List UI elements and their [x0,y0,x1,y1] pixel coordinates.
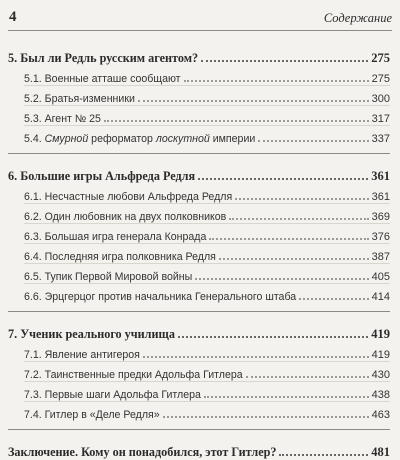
entry-title: 6.6. Эрцгерцог против начальника Генерального штаба [24,291,297,303]
entry-page: 419 [371,349,390,361]
entry-title: 6.3. Большая игра генерала Конрада [24,231,207,243]
section-divider [8,153,390,154]
entry-page: 463 [371,409,390,421]
dot-leader [209,238,368,240]
dot-leader [163,416,369,418]
entry-title: 7.2. Таинственные предки Адольфа Гитлера [24,369,243,381]
conclusion-title: Заключение. Кому он понадобился, этот Гитлер? [8,445,277,459]
toc-chapter-heading[interactable] [8,322,390,342]
chapter-page: 275 [371,51,390,65]
toc-entry[interactable] [24,382,390,402]
toc-subsections [8,66,390,145]
toc-conclusion[interactable] [8,440,390,460]
toc-entry[interactable] [24,284,390,303]
chapter-title: 5. Был ли Редль русским агентом? [8,51,199,65]
entry-title: 6.1. Несчастные любови Альфреда Редля [24,191,233,203]
entry-title-italic: лоскутной [155,133,210,145]
toc-entry[interactable] [24,66,390,86]
toc-chapter-6 [8,164,390,303]
section-divider [8,429,390,430]
entry-page: 275 [371,73,390,85]
running-head-title: Содержание [323,11,392,25]
toc-entry[interactable] [24,244,390,264]
entry-page: 300 [371,93,390,105]
entry-title: 7.4. Гитлер в «Деле Редля» [24,409,160,421]
entry-page: 337 [371,133,390,145]
entry-title-mid: реформатор [88,133,156,145]
dot-leader [258,140,368,142]
dot-leader [184,80,369,82]
dot-leader [201,60,368,62]
chapter-page: 361 [371,169,390,183]
toc-entry[interactable] [24,224,390,244]
entry-page: 387 [371,251,390,263]
dot-leader [219,258,369,260]
toc-chapter-5 [8,46,390,145]
dot-leader [178,336,368,338]
dot-leader [299,298,368,300]
entry-title: 6.4. Последняя игра полковника Редля [24,251,216,263]
dot-leader [195,278,368,280]
dot-leader [246,376,369,378]
entry-title: 6.2. Один любовник на двух полковников [24,211,227,223]
dot-leader [198,178,368,180]
running-head [8,8,392,31]
dot-leader [138,100,369,102]
dot-leader [229,218,368,220]
entry-title: 7.1. Явление антигероя [24,349,140,361]
entry-page: 430 [371,369,390,381]
entry-title [24,133,255,145]
toc-entry[interactable] [24,86,390,106]
entry-page: 376 [371,231,390,243]
entry-page: 361 [371,191,390,203]
conclusion-page: 481 [371,445,390,459]
entry-page: 369 [371,211,390,223]
entry-title: 6.5. Тупик Первой Мировой войны [24,271,193,283]
section-divider [8,311,390,312]
table-of-contents [8,46,390,460]
entry-title: 5.1. Военные атташе сообщают [24,73,181,85]
entry-title-italic: Смурной [44,133,89,145]
entry-page: 414 [371,291,390,303]
toc-entry[interactable] [24,402,390,421]
entry-title-prefix: 5.4. [24,133,45,145]
toc-entry[interactable] [24,342,390,362]
chapter-title: 7. Ученик реального училища [8,327,175,341]
entry-title: 7.3. Первые шаги Адольфа Гитлера [24,389,201,401]
toc-subsections [8,184,390,303]
dot-leader [235,198,368,200]
dot-leader [279,454,368,456]
chapter-title: 6. Большие игры Альфреда Редля [8,169,196,183]
toc-entry[interactable] [24,362,390,382]
toc-entry[interactable] [24,264,390,284]
dot-leader [104,120,369,122]
entry-title: 5.2. Братья-изменники [24,93,135,105]
toc-chapter-7 [8,322,390,421]
toc-chapter-heading[interactable] [8,46,390,66]
entry-page: 317 [371,113,390,125]
entry-page: 438 [371,389,390,401]
toc-entry[interactable] [24,184,390,204]
entry-title: 5.3. Агент № 25 [24,113,101,125]
toc-subsections [8,342,390,421]
toc-entry[interactable] [24,126,390,145]
toc-entry[interactable] [24,106,390,126]
toc-chapter-heading[interactable] [8,164,390,184]
chapter-page: 419 [371,327,390,341]
entry-title-suffix: империи [209,133,256,145]
dot-leader [204,396,369,398]
entry-page: 405 [371,271,390,283]
page-number: 4 [9,9,17,25]
dot-leader [143,356,369,358]
toc-entry[interactable] [24,204,390,224]
